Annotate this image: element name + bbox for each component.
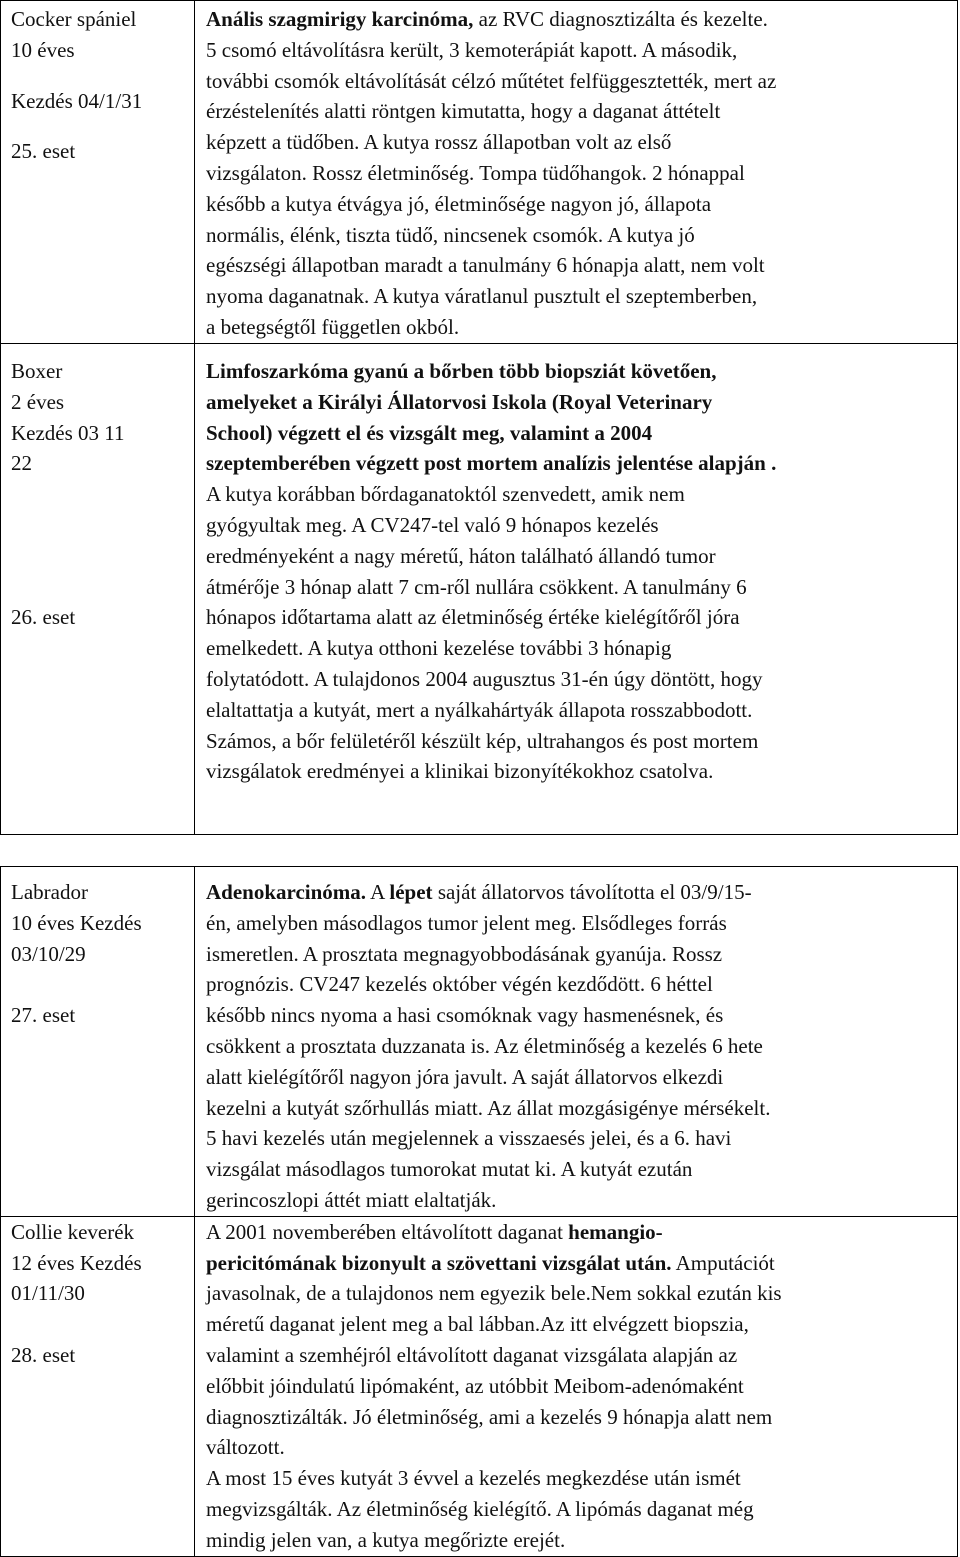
case-27-text-8: kezelni a kutyát szőrhullás miatt. Az állat mozgásigénye mérsékelt. [206,1095,771,1120]
case-25-diagnosis: Anális szagmirigy karcinóma, [206,7,474,31]
case-28-case-no: 28. eset [11,1343,76,1368]
case-row-28 [1,1216,958,1556]
case-27-text-4: prognózis. CV247 kezelés október végén kezdődött. 6 héttel [206,972,713,997]
case-26-text-5: A kutya korábban bőrdaganatoktól szenvedett, amik nem [206,482,685,507]
case-26-text-11: folytatódott. A tulajdonos 2004 augusztus 31-én úgy döntött, hogy [206,666,763,691]
case-27-diagnosis: Adenokarcinóma. [206,880,367,904]
case-27-text-9: 5 havi kezelés után megjelennek a visszaesés jelei, és a 6. havi [206,1126,732,1151]
case-25-text-5: képzett a tüdőben. A kutya rossz állapotban volt az első [206,130,672,155]
case-28-text-1: A 2001 novemberében eltávolított daganat [206,1219,569,1244]
case-27-case-no: 27. eset [11,1003,76,1028]
case-26-diagnosis-1: Limfoszarkóma gyanú a bőrben több biopsziát követően, [206,359,717,383]
case-27-start: 03/10/29 [11,941,86,966]
case-25-age: 10 éves [11,37,75,62]
case-28-start: 01/11/30 [11,1281,85,1306]
case-27-info [1,867,195,1217]
case-25-text-1: az RVC diagnosztizálta és kezelte. [473,7,768,31]
case-row-27 [1,867,958,1217]
case-27-text-6: csökkent a prosztata duzzanata is. Az életminőség a kezelés 6 hete [206,1033,763,1058]
case-26-age: 2 éves [11,389,65,414]
case-27-text-11: gerincoszlopi áttét miatt elaltatják. [206,1187,497,1212]
case-26-text-8: átmérője 3 hónap alatt 7 cm-ről nullára csökkent. A tanulmány 6 [206,574,747,599]
case-26-text-7: eredményeként a nagy méretű, háton található állandó tumor [206,543,716,568]
case-27-text-7: alatt kielégítőről nagyon jóra javult. A saját állatorvos elkezdi [206,1064,724,1089]
case-28-info [1,1216,195,1556]
case-28-diagnosis-1: hemangio- [568,1219,663,1244]
case-26-diagnosis-4: szeptemberében végzett post mortem analízis jelentése alapján . [206,451,777,476]
case-25-text-8: normális, élénk, tiszta tüdő, nincsenek csomók. A kutya jó [206,222,695,247]
case-25-text-7: később a kutya étvágya jó, életminősége nagyon jó, állapota [206,191,712,216]
case-28-text-8: változott. [206,1435,285,1460]
case-28-text-9: A most 15 éves kutyát 3 évvel a kezelés megkezdése után ismét [206,1466,741,1491]
case-27-text-10: vizsgálat másodlagos tumorokat mutat ki. A kutyát ezután [206,1157,693,1182]
case-25-text-3: további csomók eltávolítását célzó műtétet felfüggesztették, mert az [206,68,777,93]
case-28-text-7: diagnosztizálták. Jó életminőség, ami a kezelés 9 hónapja alatt nem [206,1404,773,1429]
case-26-diagnosis-3: School) végzett el és vizsgált meg, valamint a 2004 [206,420,653,445]
case-26-text-13: Számos, a bőr felületéről készült kép, ultrahangos és post mortem [206,728,759,753]
case-28-text-5: valamint a szemhéjról eltávolított daganat vizsgálata alapján az [206,1342,738,1367]
case-27-text-5: később nincs nyoma a hasi csomóknak vagy hasmenésnek, és [206,1003,724,1028]
case-26-info [1,344,195,835]
case-25-info [1,1,195,344]
case-27-spleen: lépet [389,880,433,904]
case-25-text-11: a betegségtől független okból. [206,314,460,339]
case-26-start: Kezdés 03 11 [11,420,125,445]
case-25-text-2: 5 csomó eltávolításra került, 3 kemoterápiát kapott. A második, [206,37,738,62]
case-25-start: Kezdés 04/1/31 [11,88,143,113]
case-26-text-12: elaltattatja a kutyát, mert a nyálkahártyák állapota rosszabbodott. [206,697,753,722]
case-row-25 [1,1,958,344]
case-28-diagnosis-2: pericitómának bizonyult a szövettani vizsgálat után. [206,1250,672,1275]
case-27-text-1: saját állatorvos távolította el 03/9/15- [432,880,752,904]
case-27-breed: Labrador [11,880,88,904]
case-25-text-6: vizsgálaton. Rossz életminőség. Tompa tüdőhangok. 2 hónappal [206,160,745,185]
case-27-description: Adenokarcinóma. A lépet saját állatorvos távolította el 03/9/15- én, amelyben másodlagos tumor jelent meg. Elsődleges forrás ismeretlen. A prosztata megnagyobbodásának gyanúja. Rossz prognózis. CV247 kezelés október végén kezdődött. 6 héttel később nincs nyoma a hasi csomóknak vagy hasmenésnek, és csökkent a prosztata duzzanata is. Az életminőség a kezelés 6 hete alatt kielégítőről nagyon jóra javult. A saját állatorvos elkezdi kezelni a kutyát szőrhullás miatt. Az állat mozgásigénye mérsékelt. 5 havi kezelés után megjelennek a visszaesés jelei, és a 6. havi vizsgálat másodlagos tumorokat mutat ki. A kutyát ezután gerincoszlopi áttét miatt elaltatják. [195,867,958,1217]
case-25-text-4: érzéstelenítés alatti röntgen kimutatta, hogy a daganat áttételt [206,99,721,124]
case-28-text-11: mindig jelen van, a kutya megőrizte erejét. [206,1527,566,1552]
case-28-description [195,1216,958,1556]
case-26-text-14: vizsgálatok eredményei a klinikai bizonyítékokhoz csatolva. [206,759,714,784]
case-28-breed: Collie keverék [11,1219,135,1244]
case-28-text-10: megvizsgálták. Az életminőség kielégítő. A lipómás daganat még [206,1496,754,1521]
case-25-text-10: nyoma daganatnak. A kutya váratlanul pusztult el szeptemberben, [206,284,758,309]
case-25-breed: Cocker spániel [11,7,137,31]
case-28-text-3: javasolnak, de a tulajdonos nem egyezik bele.Nem sokkal ezután kis [206,1281,782,1306]
case-26-start-2: 22 [11,451,32,476]
case-26-diagnosis-2: amelyeket a Királyi Állatorvosi Iskola (Royal Veterinary [206,389,713,414]
case-row-26 [1,344,958,835]
case-28-text-2: Amputációt [671,1250,775,1275]
case-28-text-6: előbbit jóindulatú lipómaként, az utóbbit Meibom-adenómaként [206,1373,744,1398]
case-26-description [195,344,958,835]
case-28-age-start: 12 éves Kezdés [11,1250,142,1275]
case-26-breed: Boxer [11,359,63,383]
case-27-text-3: ismeretlen. A prosztata megnagyobbodásának gyanúja. Rossz [206,941,723,966]
case-26-text-10: emelkedett. A kutya otthoni kezelése további 3 hónapig [206,636,672,661]
case-28-text-4: méretű daganat jelent meg a bal lábban.Az itt elvégzett biopszia, [206,1312,749,1337]
case-26-text-6: gyógyultak meg. A CV247-tel való 9 hónapos kezelés [206,512,659,537]
case-27-age-start: 10 éves Kezdés [11,910,142,935]
case-27-text-2: én, amelyben másodlagos tumor jelent meg. Elsődleges forrás [206,910,727,935]
case-26-text-9: hónapos időtartama alatt az életminőség értéke kielégítőről jóra [206,605,740,630]
case-25-case-no: 25. eset [11,139,76,164]
case-25-text-9: egészségi állapotban maradt a tanulmány 6 hónapja alatt, nem volt [206,253,765,278]
case-26-case-no: 26. eset [11,605,76,630]
case-25-description [195,1,958,344]
